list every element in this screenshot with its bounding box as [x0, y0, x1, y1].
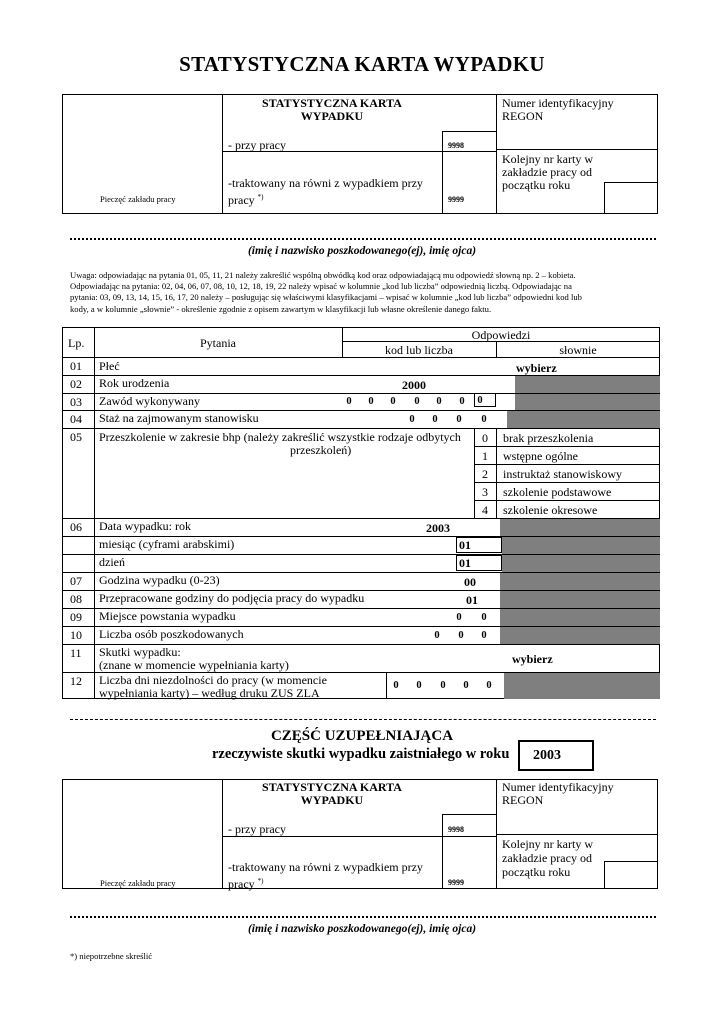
- instructions-note: Uwaga: odpowiadając na pytania 01, 05, 11, 21 należy zakreślić wspólną obwódką kod oraz odpowiadającą mu odpowiedź słowną np. 2 – kobieta. Odpowiadając na pytania: 02, 04, 06, 07, 08, 10, 12, 18, 19, 22 należy wpisać w kolumnie „kod lub liczba” odpowiednią liczbą. Odpowiadając na pytania: 03, 09, 13, 14, 15, 16, 17, 20 należy – posługując się właściwymi klasyfikacjami – wpisać w kolumnie „kod lub liczba” odpowiedni kod lub kody, a w kolumnie „słownie” - określenie zgodnie z opisem zawartym w klasyfikacji lub własne określenie danego faktu.: [70, 270, 582, 314]
- footnote: *) niepotrzebne skreślić: [70, 951, 153, 961]
- supplement-heading: CZĘŚĆ UZUPEŁNIAJĄCA: [270, 728, 454, 744]
- hours-worked-field[interactable]: 01: [466, 593, 478, 607]
- name-caption-2: (imię i nazwisko poszkodowanego(ej), imię ojca): [247, 923, 477, 935]
- stamp-label: Pieczęć zakładu pracy: [100, 194, 176, 204]
- supplement-subheading: rzeczywiste skutki wypadku zaistniałego w roku: [212, 746, 510, 762]
- section-separator: [70, 719, 656, 720]
- name-line[interactable]: [70, 238, 656, 240]
- birth-year-field[interactable]: 2000: [402, 378, 426, 392]
- name-line-2[interactable]: [70, 916, 656, 918]
- card-number-field-2[interactable]: [604, 861, 658, 889]
- page-title: STATYSTYCZNA KARTA WYPADKU: [179, 52, 545, 76]
- name-caption: (imię i nazwisko poszkodowanego(ej), imię ojca): [247, 245, 477, 257]
- accident-year-field[interactable]: 2003: [426, 521, 450, 535]
- hour-field[interactable]: 00: [464, 575, 476, 589]
- effects-select[interactable]: wybierz: [512, 652, 553, 666]
- sex-select[interactable]: wybierz: [516, 361, 557, 375]
- card-number-field[interactable]: [604, 182, 658, 214]
